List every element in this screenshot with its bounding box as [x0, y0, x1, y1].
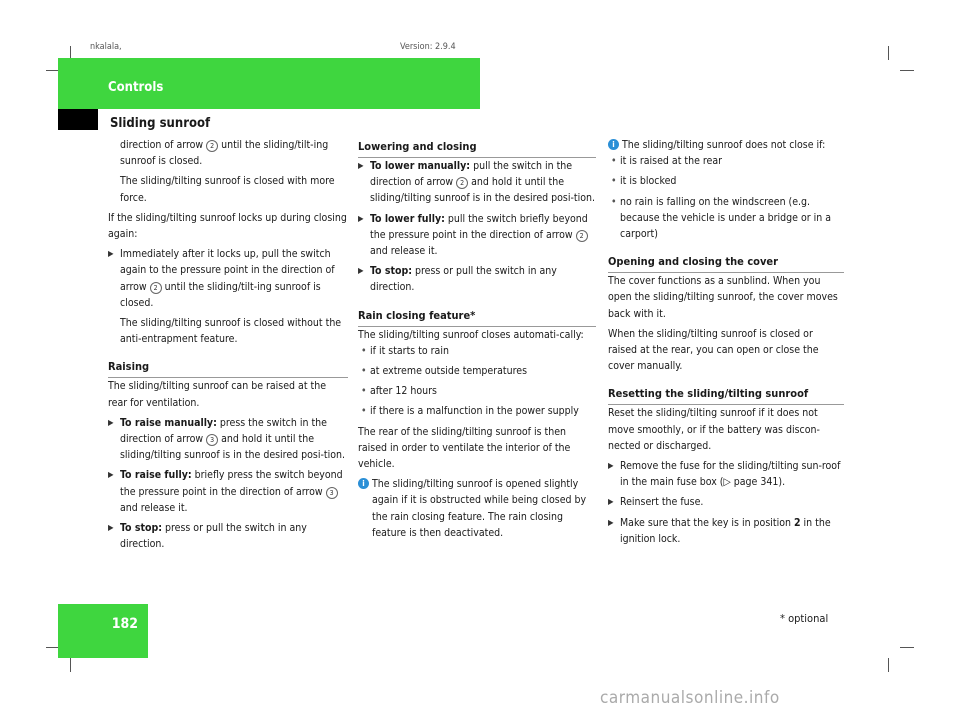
bullet-item: • if it starts to rain [361, 344, 449, 357]
footnote: * optional [780, 612, 829, 625]
meta-right: Version: 2.9.4 [400, 42, 456, 52]
step-item: ▶ Immediately after it locks up, pull the switch again to the pressure point in the direction of arrow 2 until the sliding/tilt-ing sunroof is closed. [108, 248, 335, 309]
step-arrow-icon: ▶ [108, 249, 114, 259]
step-item: ▶ To stop: press or pull the switch in any direction. [358, 265, 557, 294]
step-item: ▶ To stop: press or pull the switch in any direction. [108, 522, 307, 551]
paragraph: The sliding/tilting sunroof closes automati-cally: [358, 328, 584, 341]
column-2 [358, 137, 596, 541]
paragraph: The rear of the sliding/tilting sunroof is then raised in order to ventilate the interior of the vehicle. [358, 425, 571, 471]
crop-mark [888, 46, 889, 60]
column-3 [608, 137, 844, 547]
meta-left: nkalala, [90, 42, 122, 52]
bullet-item: • at extreme outside temperatures [361, 365, 527, 378]
step-result: The sliding/tilting sunroof is closed without the anti-entrapment feature. [120, 317, 342, 346]
paragraph: direction of arrow 2 until the sliding/tilt-ing sunroof is closed. [120, 139, 329, 168]
step-arrow-icon: ▶ [358, 266, 364, 276]
paragraph: The sliding/tilting sunroof can be raised at the rear for ventilation. [108, 380, 327, 409]
heading-reset: Resetting the sliding/tilting sunroof [608, 384, 844, 405]
step-item: ▶ Reinsert the fuse. [608, 494, 844, 510]
info-icon: i [608, 139, 619, 150]
heading-rain-closing: Rain closing feature* [358, 306, 596, 327]
step-item: ▶ To lower fully: pull the switch briefly beyond the pressure point in the direction of arrow 2 and release it. [358, 212, 588, 258]
arrow-number-badge: 2 [150, 282, 162, 294]
arrow-number-badge: 3 [206, 434, 218, 446]
arrow-number-badge: 2 [206, 140, 218, 152]
step-item: ▶ Make sure that the key is in position 2 in the ignition lock. [608, 516, 831, 545]
info-note: i The sliding/tilting sunroof is opened slightly again if it is obstructed while being closed by the rain closing feature. The rain closing feature is then deactivated. [358, 476, 596, 541]
step-arrow-icon: ▶ [358, 161, 364, 170]
column-1 [108, 137, 348, 552]
info-note: i The sliding/tilting sunroof does not close if: [608, 137, 844, 153]
arrow-number-badge: 2 [576, 230, 588, 242]
paragraph: Reset the sliding/tilting sunroof if it does not move smoothly, or if the battery was discon-nected or discharged. [608, 407, 820, 452]
bullet-item: • after 12 hours [361, 385, 437, 398]
bullet-item: • no rain is falling on the windscreen (e.g. because the vehicle is under a bridge or in a carport) [611, 195, 832, 241]
section-tab [58, 109, 98, 130]
section-title: Sliding sunroof [110, 116, 211, 131]
crop-mark [900, 647, 914, 648]
chapter-title: Controls [108, 80, 164, 95]
watermark: carmanualsonline.info [600, 688, 780, 708]
heading-cover: Opening and closing the cover [608, 252, 844, 273]
arrow-number-badge: 2 [456, 177, 468, 189]
crop-mark [70, 658, 71, 672]
page-number-box [58, 604, 148, 658]
step-arrow-icon: ▶ [108, 417, 114, 427]
step-item: ▶ To lower manually: pull the switch in the direction of arrow 2 and hold it until the sliding/tilting sunroof is in the desired posi-tion. [358, 160, 595, 205]
arrow-number-badge: 3 [326, 487, 338, 499]
step-item: ▶ Remove the fuse for the sliding/tilting sun-roof in the main fuse box (▷ page 341). [608, 460, 841, 489]
bullet-item: • it is blocked [611, 175, 677, 188]
step-arrow-icon: ▶ [608, 517, 614, 527]
heading-raising: Raising [108, 357, 348, 378]
paragraph: If the sliding/tilting sunroof locks up during closing again: [108, 211, 347, 241]
step-arrow-icon: ▶ [108, 523, 114, 533]
paragraph: The cover functions as a sunblind. When you open the sliding/tilting sunroof, the cover moves back with it. [608, 275, 838, 320]
chapter-bar [58, 58, 480, 109]
page-reference-link[interactable]: ▷ page 341 [723, 476, 779, 489]
crop-mark [888, 658, 889, 672]
bullet-item: • it is raised at the rear [611, 155, 723, 168]
paragraph: The sliding/tilting sunroof is closed with more force. [120, 175, 335, 204]
heading-lowering: Lowering and closing [358, 137, 596, 158]
step-item: ▶ To raise fully: briefly press the switch beyond the pressure point in the direction of arrow 3 and release it. [108, 469, 343, 514]
step-arrow-icon: ▶ [608, 461, 614, 471]
page-number: 182 [111, 616, 138, 632]
crop-mark [900, 70, 914, 71]
step-arrow-icon: ▶ [108, 470, 114, 480]
info-icon: i [358, 478, 369, 489]
bullet-item: • if there is a malfunction in the power supply [361, 405, 579, 418]
step-arrow-icon: ▶ [358, 213, 364, 223]
step-arrow-icon: ▶ [608, 497, 614, 507]
paragraph: When the sliding/tilting sunroof is closed or raised at the rear, you can open or close the cover manually. [608, 327, 819, 373]
step-item: ▶ To raise manually: press the switch in the direction of arrow 3 and hold it until the sliding/tilting sunroof is in the desired posi-tion. [108, 416, 345, 462]
